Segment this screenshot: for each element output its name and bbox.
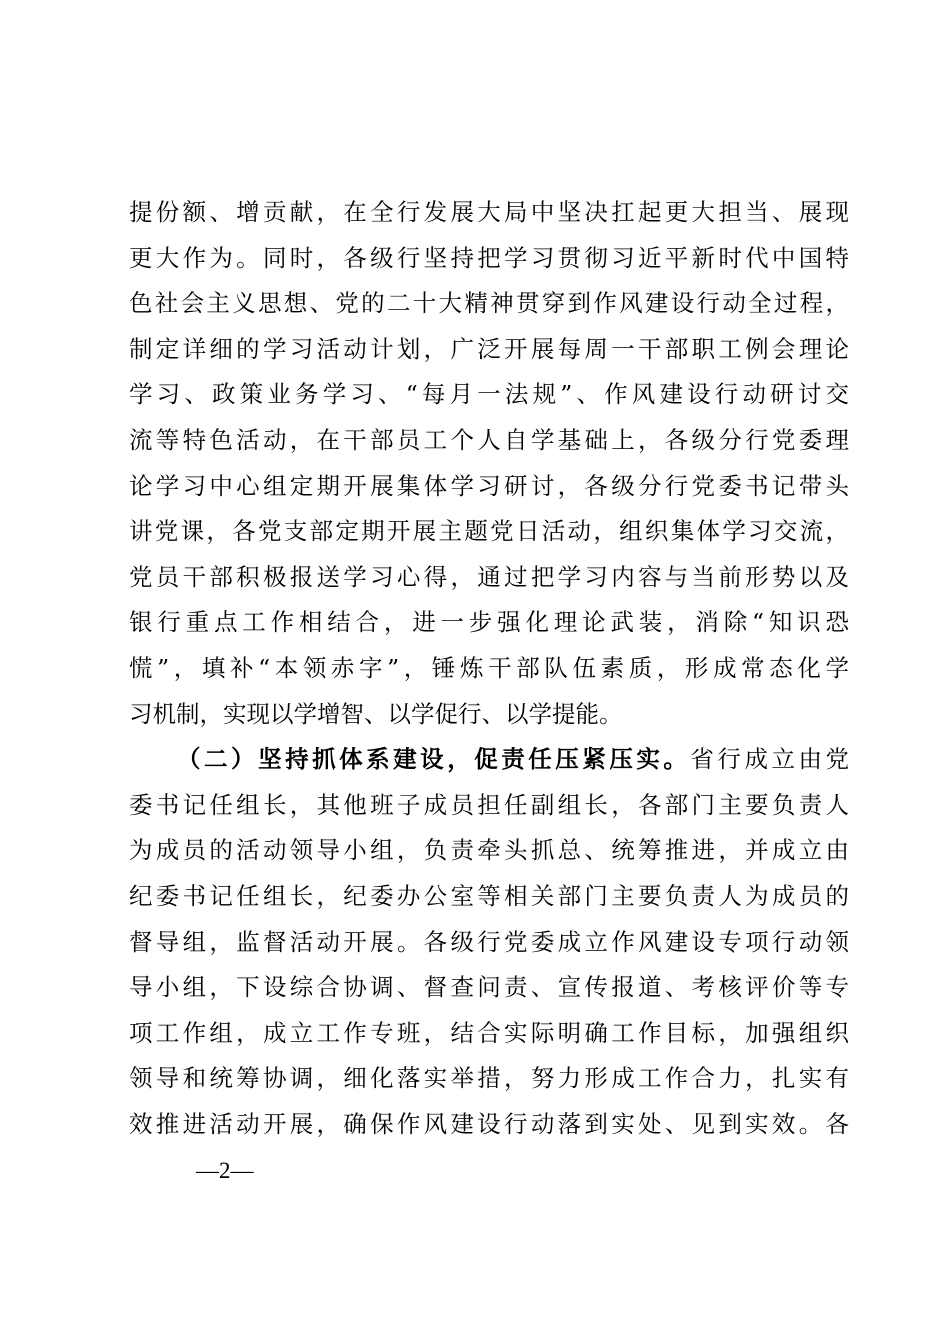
text-line-first (129, 737, 849, 783)
section-heading: （二）坚持抓体系建设，促责任压紧压实。 (177, 745, 691, 774)
text-line: 论学习中心组定期开展集体学习研讨，各级分行党委书记带头 (129, 471, 849, 500)
text-line: 为成员的活动领导小组，负责牵头抓总、统筹推进，并成立由 (129, 836, 849, 865)
heading-line-rest: 省行成立由党 (690, 745, 850, 774)
paragraph-1 (129, 190, 849, 737)
body-text (129, 190, 849, 1147)
paragraph-2 (129, 737, 849, 1147)
text-line: 效推进活动开展，确保作风建设行动落到实处、见到实效。各 (129, 1109, 849, 1138)
text-line: 讲党课，各党支部定期开展主题党日活动，组织集体学习交流， (129, 517, 849, 546)
text-line: 制定详细的学习活动计划，广泛开展每周一干部职工例会理论 (129, 334, 849, 363)
page-number: —2— (196, 1158, 254, 1183)
text-line: 项工作组，成立工作专班，结合实际明确工作目标，加强组织 (129, 1018, 849, 1047)
text-line: 慌”，填补“本领赤字”，锤炼干部队伍素质，形成常态化学 (129, 653, 849, 682)
text-line: 流等特色活动，在干部员工个人自学基础上，各级分行党委理 (129, 425, 849, 454)
text-line: 委书记任组长，其他班子成员担任副组长，各部门主要负责人 (129, 790, 849, 819)
text-line: 银行重点工作相结合，进一步强化理论武装，消除“知识恐 (129, 608, 849, 637)
text-line: 学习、政策业务学习、“每月一法规”、作风建设行动研讨交 (129, 380, 849, 409)
text-line: 领导和统筹协调，细化落实举措，努力形成工作合力，扎实有 (129, 1064, 849, 1093)
text-line: 纪委书记任组长，纪委办公室等相关部门主要负责人为成员的 (129, 881, 849, 910)
text-line: 更大作为。同时，各级行坚持把学习贯彻习近平新时代中国特 (129, 243, 849, 272)
text-line: 党员干部积极报送学习心得，通过把学习内容与当前形势以及 (129, 562, 849, 591)
text-line: 督导组，监督活动开展。各级行党委成立作风建设专项行动领 (129, 927, 849, 956)
text-line: 色社会主义思想、党的二十大精神贯穿到作风建设行动全过程， (129, 289, 849, 318)
text-line: 提份额、增贡献，在全行发展大局中坚决扛起更大担当、展现 (129, 198, 849, 226)
text-line: 导小组，下设综合协调、督查问责、宣传报道、考核评价等专 (129, 973, 849, 1002)
text-line: 习机制，实现以学增智、以学促行、以学提能。 (129, 699, 623, 728)
